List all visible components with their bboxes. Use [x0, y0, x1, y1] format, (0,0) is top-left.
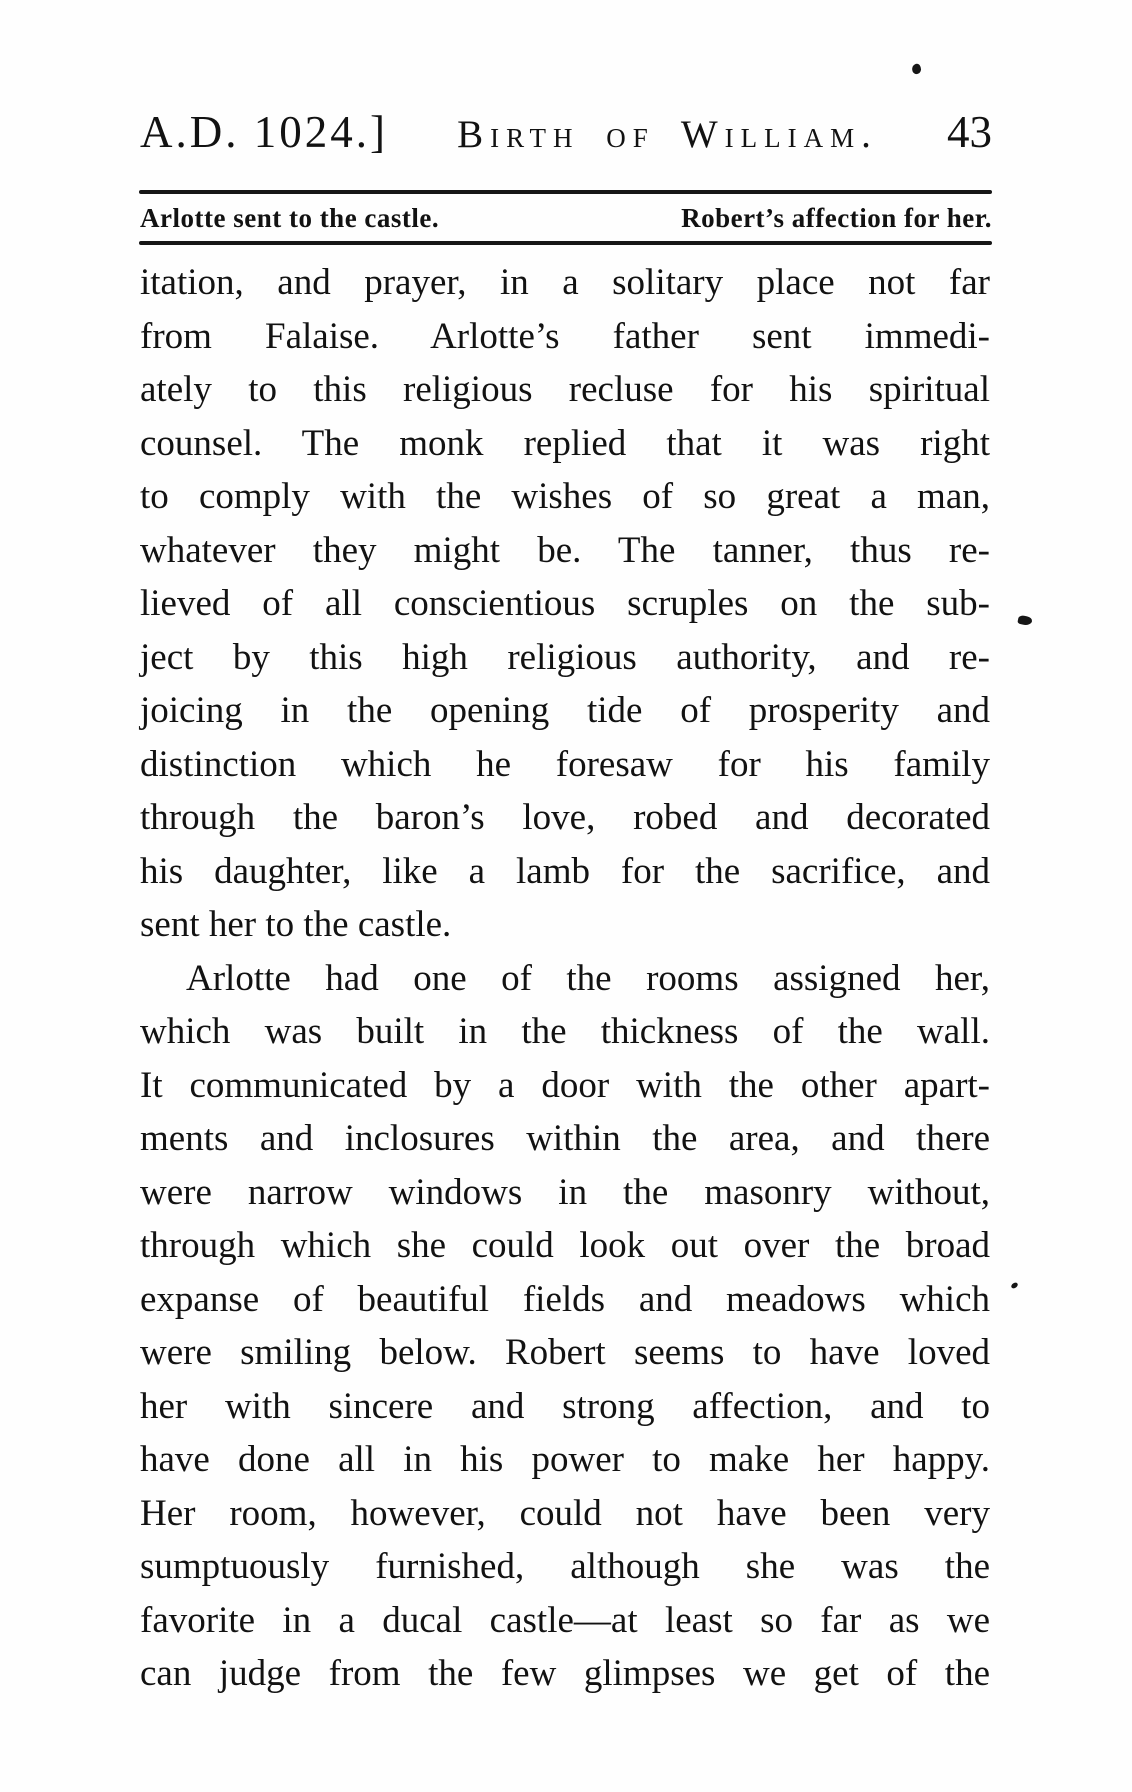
body-line: from Falaise. Arlotte’s father sent immedi- [140, 315, 990, 357]
body-line: were smiling below. Robert seems to have loved [140, 1332, 990, 1373]
body-line: to comply with the wishes of so great a man, [140, 476, 990, 517]
body-line: distinction which he foresaw for his family [140, 743, 990, 785]
body-line: ately to this religious recluse for his spiritual [140, 369, 990, 410]
body-line: have done all in his power to make her happy. [140, 1439, 990, 1480]
ink-speck [911, 63, 923, 75]
body-line: through which she could look out over the broad [140, 1225, 990, 1266]
body-line: expanse of beautiful fields and meadows which [140, 1278, 990, 1320]
body-text [140, 256, 990, 1701]
header-date-label: A.D. 1024.] [140, 107, 388, 157]
page-header [140, 106, 992, 158]
ink-speck [1010, 1281, 1019, 1289]
ink-speck [1017, 615, 1033, 627]
body-line: It communicated by a door with the other apart- [140, 1064, 990, 1106]
body-line: which was built in the thickness of the wall. [140, 1011, 990, 1052]
body-line: sumptuously furnished, although she was the [140, 1546, 990, 1587]
body-line: ject by this high religious authority, and re- [140, 636, 990, 678]
body-line: favorite in a ducal castle—at least so far as we [140, 1599, 990, 1641]
body-line: her with sincere and strong affection, and to [140, 1385, 990, 1427]
body-line: Her room, however, could not have been very [140, 1492, 990, 1534]
horizontal-rule-top [139, 190, 992, 194]
body-line: itation, and prayer, in a solitary place not far [140, 262, 990, 303]
running-head-right: Robert’s affection for her. [681, 203, 992, 233]
horizontal-rule-bottom [139, 241, 992, 245]
body-line: joicing in the opening tide of prosperity and [140, 690, 990, 731]
running-heads [140, 203, 992, 234]
page-number: 43 [947, 107, 992, 157]
body-line: ments and inclosures within the area, and there [140, 1118, 990, 1159]
running-head-left: Arlotte sent to the castle. [140, 203, 440, 233]
body-line: can judge from the few glimpses we get of the [140, 1653, 990, 1694]
body-line: sent her to the castle. [140, 904, 452, 945]
body-line: were narrow windows in the masonry without, [140, 1171, 990, 1213]
page-title: Birth of William. [457, 113, 878, 156]
body-line: counsel. The monk replied that it was right [140, 422, 990, 464]
body-line: whatever they might be. The tanner, thus re- [140, 529, 990, 571]
body-line: through the baron’s love, robed and decorated [140, 797, 990, 838]
body-line: lieved of all conscientious scruples on the sub- [140, 583, 990, 624]
body-line: his daughter, like a lamb for the sacrifice, and [140, 850, 990, 892]
body-line: Arlotte had one of the rooms assigned her, [186, 957, 990, 999]
